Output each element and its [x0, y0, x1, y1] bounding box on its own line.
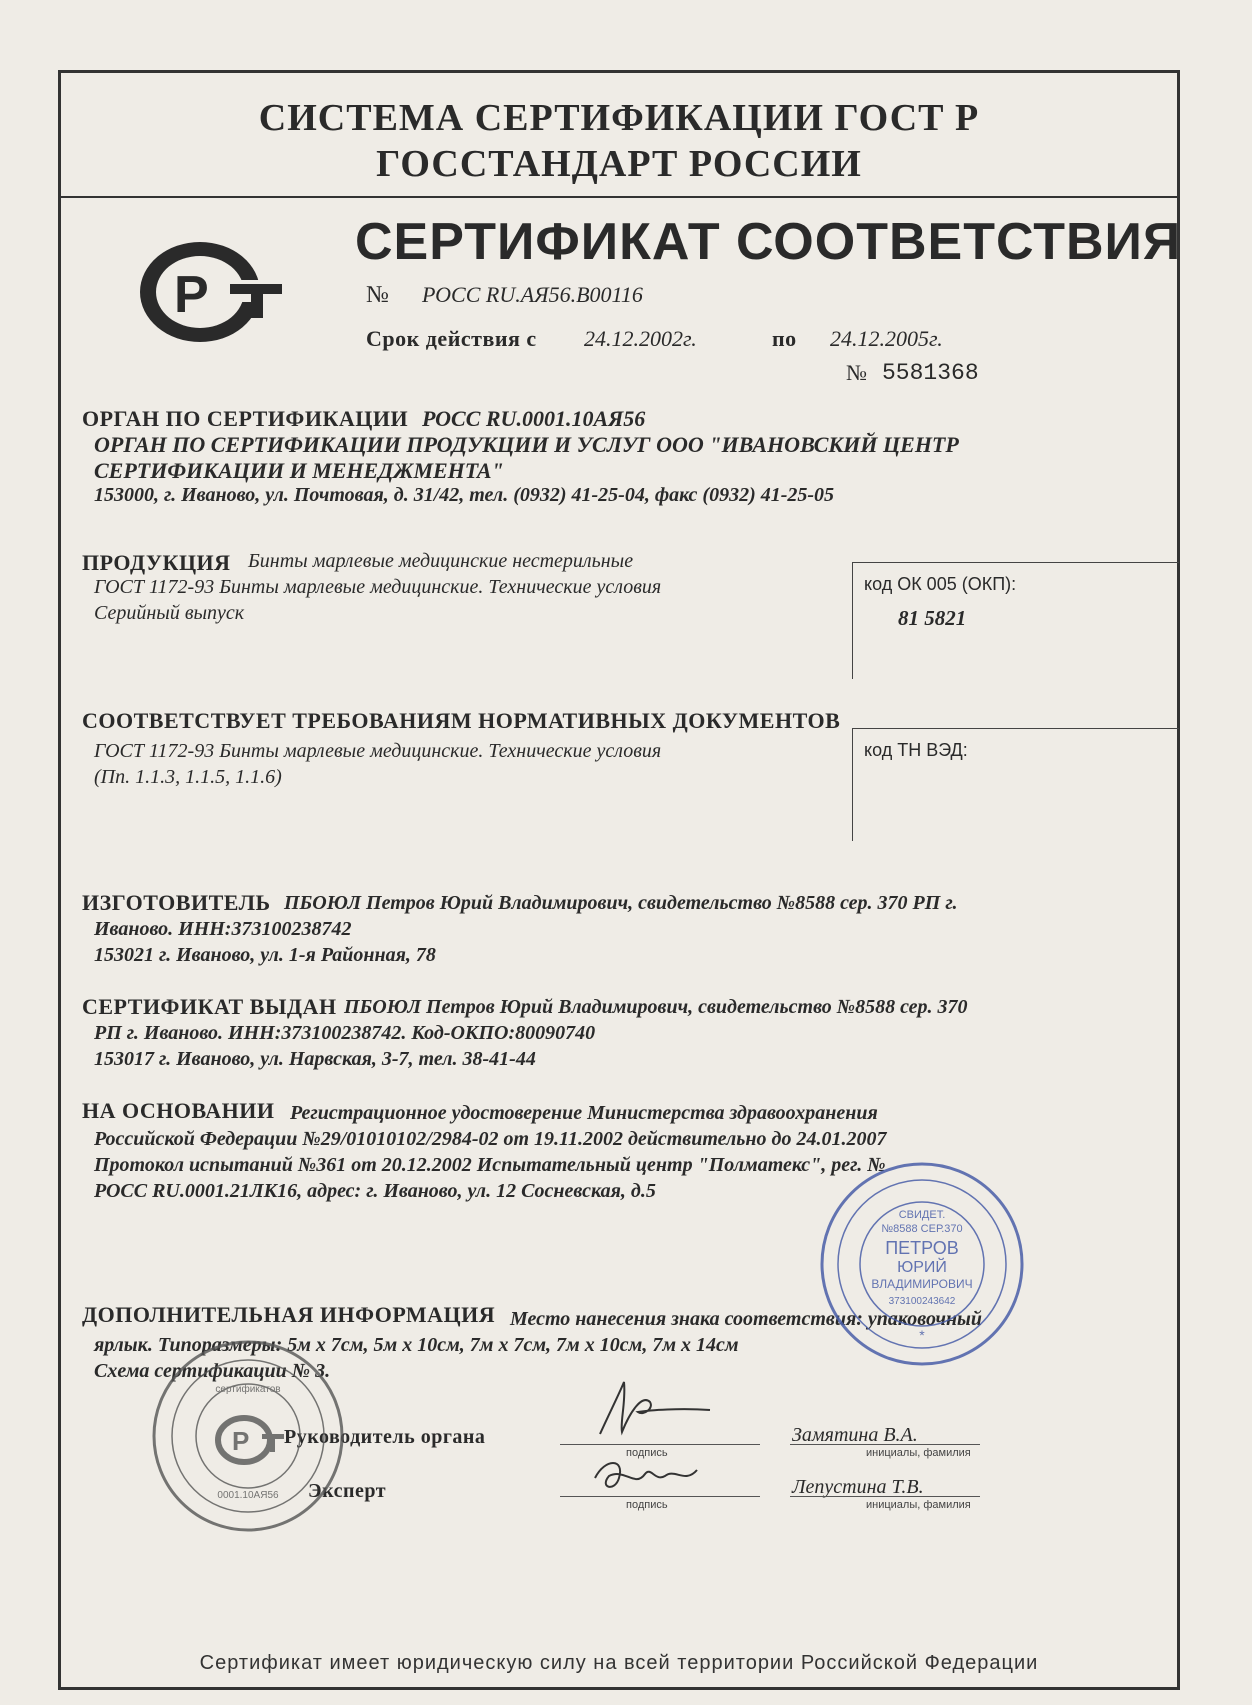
- product-line-3: Серийный выпуск: [94, 602, 245, 624]
- validity-label: Срок действия с: [366, 326, 537, 351]
- svg-text:Р: Р: [232, 1426, 250, 1456]
- stamp-right-line-1: СВИДЕТ.: [898, 1209, 946, 1221]
- head-name-line: [790, 1444, 980, 1445]
- stamp-left-line-1: сертификатов: [215, 1384, 281, 1395]
- conformity-line-2: (Пп. 1.1.3, 1.1.5, 1.1.6): [94, 766, 282, 788]
- basis-line-1: Регистрационное удостоверение Министерства здравоохранения: [290, 1102, 878, 1124]
- valid-to: 24.12.2005г.: [830, 326, 943, 351]
- organ-name-2: СЕРТИФИКАЦИИ И МЕНЕДЖМЕНТА": [94, 458, 504, 483]
- tnved-label: код ТН ВЭД:: [864, 740, 968, 760]
- head-sign-caption: подпись: [626, 1447, 668, 1459]
- expert-sign-line: [560, 1496, 760, 1497]
- owner-stamp-icon: [818, 1160, 1026, 1368]
- conformity-line-1: ГОСТ 1172-93 Бинты марлевые медицинские. Технические условия: [94, 740, 662, 762]
- basis-line-3: Протокол испытаний №361 от 20.12.2002 Испытательный центр "Полматекс", рег. №: [94, 1154, 886, 1176]
- product-line-2: ГОСТ 1172-93 Бинты марлевые медицинские. Технические условия: [94, 576, 662, 598]
- footer-note: Сертификат имеет юридическую силу на всей территории Российской Федерации: [199, 1652, 1039, 1674]
- head-signature-icon: [580, 1372, 720, 1442]
- additional-label: ДОПОЛНИТЕЛЬНАЯ ИНФОРМАЦИЯ: [82, 1302, 496, 1327]
- expert-sign-caption: подпись: [626, 1499, 668, 1511]
- organ-name-1: ОРГАН ПО СЕРТИФИКАЦИИ ПРОДУКЦИИ И УСЛУГ ООО "ИВАНОВСКИЙ ЦЕНТР: [94, 432, 959, 457]
- head-sign-line: [560, 1444, 760, 1445]
- system-line-2: ГОССТАНДАРТ РОССИИ: [376, 143, 862, 185]
- stamp-right-line-4: ЮРИЙ: [897, 1259, 947, 1276]
- svg-text:Р: Р: [174, 266, 209, 324]
- additional-line-3: Схема сертификации № 3.: [94, 1360, 331, 1382]
- expert-name: Лепустина Т.В.: [792, 1476, 924, 1498]
- gost-r-logo-icon: [138, 240, 288, 345]
- svg-text:*: *: [919, 1327, 925, 1343]
- additional-line-2: ярлык. Типоразмеры: 5м х 7см, 5м х 10см, 7м х 7см, 7м х 10см, 7м х 14см: [94, 1334, 739, 1356]
- valid-from: 24.12.2002г.: [584, 326, 697, 351]
- system-line-1: СИСТЕМА СЕРТИФИКАЦИИ ГОСТ Р: [258, 97, 980, 139]
- manufacturer-line-3: 153021 г. Иваново, ул. 1-я Районная, 78: [94, 944, 436, 966]
- organ-label: ОРГАН ПО СЕРТИФИКАЦИИ: [82, 406, 409, 431]
- cert-number-label: №: [366, 282, 389, 308]
- expert-name-line: [790, 1496, 980, 1497]
- product-line-1: Бинты марлевые медицинские нестерильные: [248, 550, 634, 572]
- stamp-right-line-2: №8588 СЕР.370: [881, 1223, 963, 1235]
- expert-name-caption: инициалы, фамилия: [866, 1499, 971, 1511]
- basis-label: НА ОСНОВАНИИ: [82, 1098, 275, 1123]
- head-name-caption: инициалы, фамилия: [866, 1447, 971, 1459]
- issued-to-label: СЕРТИФИКАТ ВЫДАН: [82, 994, 337, 1019]
- manufacturer-line-2: Иваново. ИНН:373100238742: [94, 918, 352, 940]
- issued-to-line-1: ПБОЮЛ Петров Юрий Владимирович, свидетельство №8588 сер. 370: [344, 996, 968, 1018]
- organ-code: РОСС RU.0001.10АЯ56: [422, 406, 646, 431]
- valid-to-label: по: [772, 326, 797, 351]
- manufacturer-label: ИЗГОТОВИТЕЛЬ: [82, 890, 271, 915]
- manufacturer-line-1: ПБОЮЛ Петров Юрий Владимирович, свидетельство №8588 сер. 370 РП г.: [284, 892, 958, 914]
- issued-to-line-2: РП г. Иваново. ИНН:373100238742. Код-ОКПО:80090740: [94, 1022, 596, 1044]
- basis-line-2: Российской Федерации №29/01010102/2984-02 от 19.11.2002 действительно до 24.01.2007: [94, 1128, 887, 1150]
- stamp-right-line-5: ВЛАДИМИРОВИЧ: [871, 1277, 973, 1291]
- okp-label: код ОК 005 (ОКП):: [864, 574, 1017, 594]
- issued-to-line-3: 153017 г. Иваново, ул. Нарвская, 3-7, тел. 38-41-44: [94, 1048, 536, 1070]
- cert-number: РОСС RU.АЯ56.В00116: [422, 282, 643, 307]
- serial-number: 5581368: [882, 360, 979, 386]
- basis-line-4: РОСС RU.0001.21ЛК16, адрес: г. Иваново, ул. 12 Сосневская, д.5: [94, 1180, 656, 1202]
- stamp-left-line-2: 0001.10АЯ56: [217, 1490, 279, 1501]
- conformity-label: СООТВЕТСТВУЕТ ТРЕБОВАНИЯМ НОРМАТИВНЫХ ДОКУМЕНТОВ: [82, 708, 841, 733]
- head-label: Руководитель органа: [284, 1426, 486, 1448]
- organ-stamp-icon: [148, 1336, 348, 1536]
- stamp-right-line-3: ПЕТРОВ: [885, 1238, 959, 1258]
- serial-label: №: [846, 360, 867, 385]
- stamp-right-line-6: 373100243642: [888, 1296, 956, 1307]
- head-name: Замятина В.А.: [792, 1424, 918, 1446]
- product-label: ПРОДУКЦИЯ: [82, 550, 231, 575]
- organ-address: 153000, г. Иваново, ул. Почтовая, д. 31/42, тел. (0932) 41-25-04, факс (0932) 41-25-05: [94, 484, 835, 506]
- expert-label: Эксперт: [308, 1480, 387, 1502]
- certificate-title: СЕРТИФИКАТ СООТВЕТСТВИЯ: [355, 213, 1182, 271]
- additional-line-1: Место нанесения знака соответствия: упаковочный: [510, 1308, 983, 1330]
- okp-value: 81 5821: [898, 606, 967, 630]
- header-divider: [58, 196, 1180, 198]
- expert-signature-icon: [585, 1448, 715, 1498]
